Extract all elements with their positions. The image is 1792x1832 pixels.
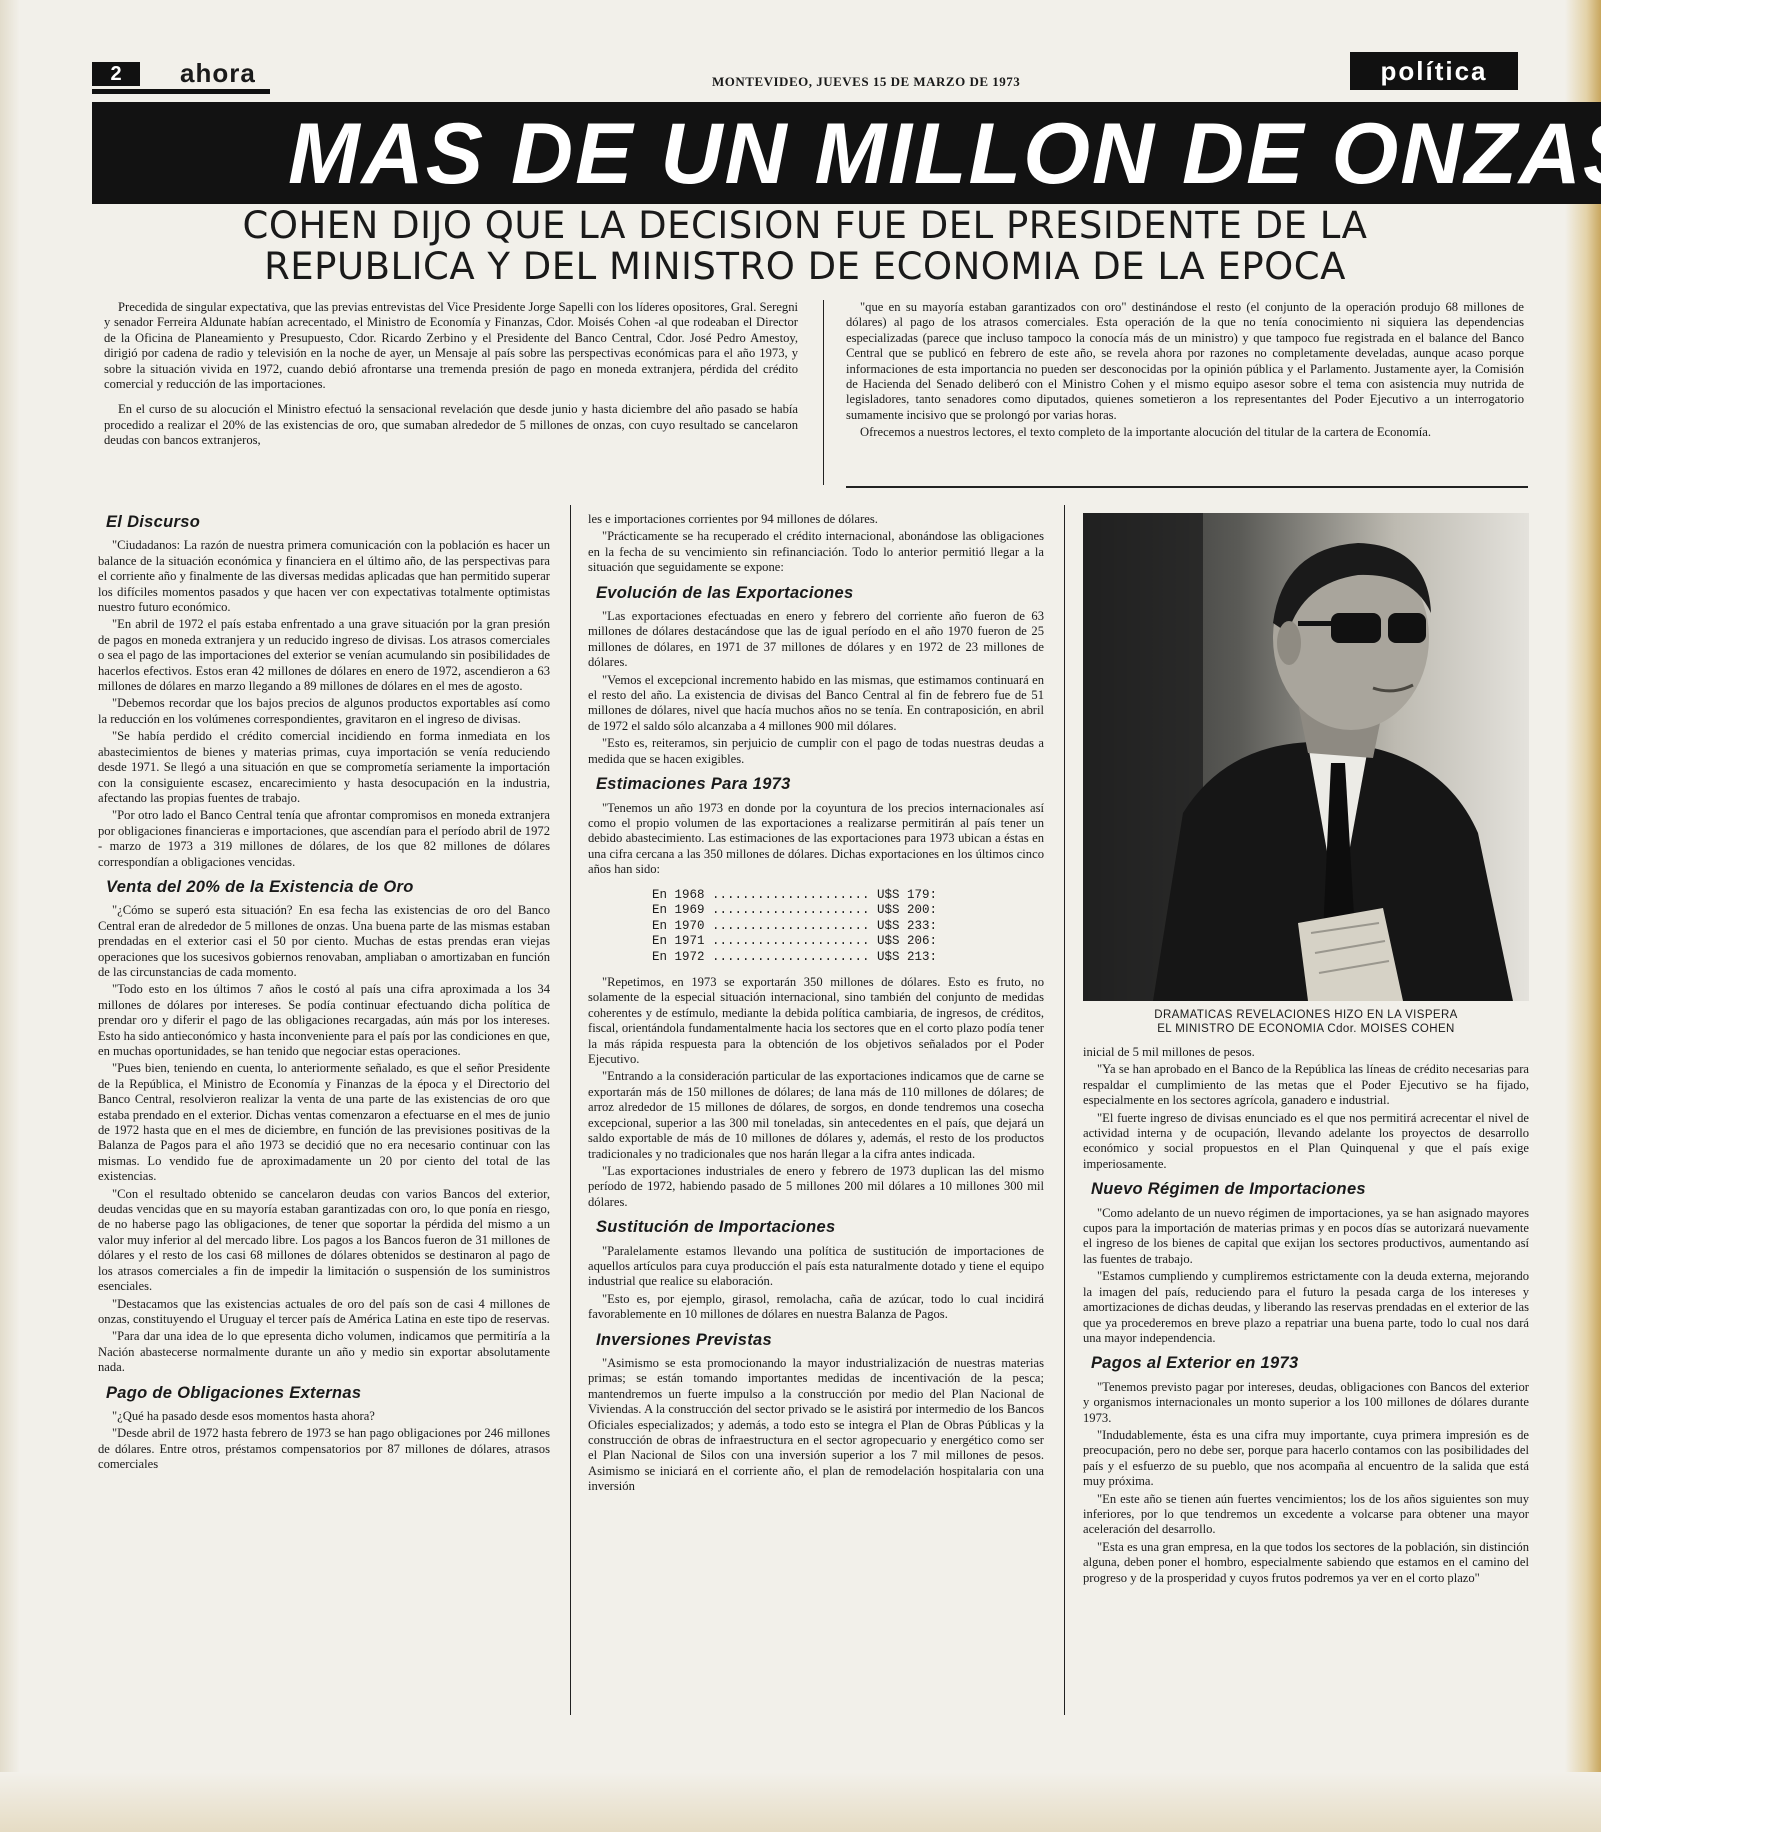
table-row: En 1969 ..................... U$S 200:: [652, 903, 938, 918]
intro-paragraph: En el curso de su alocución el Ministro efectuó la sensacional revelación que desde junio y hasta diciembre del año pasado se había procedido a realizar el 20% de las existencias de oro, que sumaban alrededor de 5 millones de onzas, con cuyo resultado se cancelaron deudas con bancos extranjeros,: [104, 402, 798, 448]
subheading-inversiones: Inversiones Previstas: [596, 1330, 772, 1349]
table-row: En 1970 ..................... U$S 233:: [652, 918, 938, 933]
portrait-illustration: [1083, 513, 1529, 1001]
subheading-nuevo-regimen: Nuevo Régimen de Importaciones: [1091, 1180, 1366, 1199]
intro-right: [846, 300, 1524, 443]
paragraph: "Ciudadanos: La razón de nuestra primera comunicación con la población es hacer un balance de la situación económica y financiera en el último año, de las perspectivas para el corriente año y finalmente de las diversas medidas aplicadas que han permitido superar los difíciles momentos pasados y que hacen ver con expectativas totalmente optimistas nuestro futuro económico.: [98, 538, 550, 615]
paragraph: "El fuerte ingreso de divisas enunciado es el que nos permitirá acrecentar el nivel de actividad interna y de ocupación, llevando adelante los proyectos de desarrollo económico y social propuestos en el Plan Quinquenal y que el país exige imperiosamente.: [1083, 1110, 1529, 1171]
paper-edge-bottom: [0, 1772, 1601, 1832]
paragraph: "Se había perdido el crédito comercial incidiendo en forma inmediata en los abastecimientos de bienes y materias primas, cuya importación se venía reduciendo desde 1971. Se llegó a una situación en que se comprometía seriamente la importación con la consiguiente escasez, encarecimiento y hasta desocupación en la industria, afectando las propias fuentes de trabajo.: [98, 729, 550, 805]
dateline: MONTEVIDEO, JUEVES 15 DE MARZO DE 1973: [712, 74, 1021, 89]
paragraph: "Esta es una gran empresa, en la que todos los sectores de la población, sin distinción alguna, deben poner el hombro, especialmente sabiendo que estamos en el camino del progreso y de la prosperidad y cuyos frutos podremos ya ver en el corto plazo": [1083, 1539, 1529, 1585]
column-2: [588, 512, 1044, 1497]
intro-left: [104, 300, 798, 451]
paragraph: "Vemos el excepcional incremento habido en las mismas, que estimamos continuará en el resto del año. La existencia de divisas del Banco Central al fin de febrero fue de 51 millones de dólares, nivel que hacía muchos años no se tenía. En contraposición, en abril de 1972 el saldo sólo alcanzaba a 4 millones 900 mil dólares.: [588, 672, 1044, 733]
photo-caption: [1083, 1008, 1529, 1036]
subheading-estimaciones: Estimaciones Para 1973: [596, 775, 791, 794]
headline: MAS DE UN MILLON DE ONZAS DE: [288, 106, 1792, 202]
intro-rule: [846, 486, 1528, 488]
section-label-left: ahora: [180, 58, 256, 88]
paragraph: "Debemos recordar que los bajos precios de algunos productos exportables así como la reducción en los volúmenes correspondientes, gravitaron en el ingreso de divisas.: [98, 696, 550, 726]
paragraph: "Entrando a la consideración particular de las exportaciones indicamos que de carne se exportarán más de 150 millones de dólares; de lana más de 110 millones de dólares; de arroz alrededor de 15 millones de dólares, de sorgos, en donde tendremos una cosecha excepcional, superior a las 300 mil toneladas, sin antecedentes en el país, que dejará un saldo exportable de más de 10 millones de dólares y, además, el resto de los productos tradicionales y no tradicionales que nos harán llegar a la cifra antes indicada.: [588, 1069, 1044, 1161]
portrait-photo: [1083, 513, 1529, 1001]
paragraph: "Prácticamente se ha recuperado el crédito internacional, abonándose las obligaciones en la fecha de su vencimiento sin refinanciación. Todo lo anterior permitió llegar a la situación que seguidamente se expone:: [588, 529, 1044, 575]
paragraph: "Todo esto en los últimos 7 años le costó al país una cifra aproximada a los 34 millones de dólares por intereses. Se podía continuar efectuando dicha política de prendar oro y diferir el pago de las obligaciones recargadas, aún más por los intereses. Esto ha sido antieconómico y hasta inconveniente para el país por las condiciones en que, en muchas oportunidades, se han tenido que negociar estas operaciones.: [98, 982, 550, 1058]
subheading-venta: Venta del 20% de la Existencia de Oro: [106, 877, 414, 896]
paragraph: "Asimismo se esta promocionando la mayor industrialización de nuestras materias primas; se están tomando importantes medidas de incentivación de la pesca; mantendremos un fuerte impulso a la construcción por medio del Plan Nacional de Viviendas. A la construcción del sector privado se le asistirá por intermedio de los Bancos Oficiales especializados; y además, a todo esto se integra el Plan de Obras Públicas y la construcción de obras de infraestructura en el sector agropecuario y energético como ser el Plan Nacional de Silos con una inversión superior a los 7 mil millones de pesos. Asimismo se iniciará en el corriente año, el plan de remodelación hospitalaria con una inversión: [588, 1355, 1044, 1494]
table-row: En 1968 ..................... U$S 179:: [652, 887, 938, 902]
paragraph: "Por otro lado el Banco Central tenía que afrontar compromisos en moneda extranjera por obligaciones financieras e importaciones, que ascendían para el período abril de 1972 - marzo de 1973 a 319 millones de dólares, de los que 82 millones de dólares correspondían a obligaciones vencidas.: [98, 808, 550, 869]
subheadline-line-1: COHEN DIJO QUE LA DECISION FUE DEL PRESIDENTE DE LA: [242, 204, 1368, 247]
paper-edge-right: [1565, 0, 1601, 1832]
paragraph: "Destacamos que las existencias actuales de oro del país son de casi 4 millones de onzas, constituyendo el Uruguay el tercer país de América Latina en este tipo de reservas.: [98, 1296, 550, 1326]
subheading-sustitucion: Sustitución de Importaciones: [596, 1218, 836, 1237]
subheading-pagos: Pagos al Exterior en 1973: [1091, 1354, 1299, 1373]
subheading-discurso: El Discurso: [106, 513, 201, 531]
paragraph: "Desde abril de 1972 hasta febrero de 1973 se han pago obligaciones por 246 millones de dólares. Entre otros, préstamos compensatorios por 87 millones de dólares, atrasos comerciales: [98, 1426, 550, 1472]
paragraph: "¿Cómo se superó esta situación? En esa fecha las existencias de oro del Banco Central eran de alrededor de 5 millones de onzas. Una buena parte de las mismas estaban prendadas en el exterior casi el 50 por ciento. Muchas de estas prendas eran viejas operaciones que los sucesivos gobiernos renovaban, ampliaban o amortizaban en función de las circunstancias de cada momento.: [98, 903, 550, 979]
paragraph: "Estamos cumpliendo y cumpliremos estrictamente con la deuda externa, mejorando la imagen del país, reduciendo para el futuro la pesada carga de los intereses y amortizaciones de dichas deudas, y liberando las reservas prendadas en el exterior de las que ya procederemos en breve plazo a repatriar una buena parte, todo lo cual nos dará una mayor independencia.: [1083, 1269, 1529, 1345]
intro-paragraph: Ofrecemos a nuestros lectores, el texto completo de la importante alocución del titular de la cartera de Economía.: [860, 425, 1432, 440]
paragraph: "¿Qué ha pasado desde esos momentos hasta ahora?: [112, 1408, 375, 1423]
paragraph: "Tenemos previsto pagar por intereses, deudas, obligaciones con Bancos del exterior y organismos internacionales un monto superior a los 100 millones de dólares durante 1973.: [1083, 1379, 1529, 1425]
paragraph: "Esto es, por ejemplo, girasol, remolacha, caña de azúcar, todo lo cual incidirá favorablemente en 10 millones de dólares en nuestra Balanza de Pagos.: [588, 1291, 1044, 1322]
section-label-right: política: [1350, 52, 1518, 90]
paragraph: "En este año se tienen aún fuertes vencimientos; los de los años siguientes son muy inferiores, por lo que tendremos un excedente a volcarse para obtener una mayor aceleración del desarrollo.: [1083, 1491, 1529, 1537]
page-number: 2: [92, 62, 140, 86]
column-divider: [1064, 505, 1065, 1715]
table-row: En 1972 ..................... U$S 213:: [652, 949, 938, 964]
table-row: En 1971 ..................... U$S 206:: [652, 934, 938, 949]
paragraph: "En abril de 1972 el país estaba enfrentado a una grave situación por la gran presión de pagos en moneda extranjera y un reducido ingreso de divisas. Los atrasos comerciales o sea el pago de las importaciones del exterior se venían acumulando sin posibilidades de hacerlos efectivos. Estos eran 42 millones de dólares en enero de 1972, ascendieron a 63 millones de dólares en marzo llegando a 89 millones de dólares en el mes de agosto.: [98, 617, 550, 694]
subheadline-line-2: REPUBLICA Y DEL MINISTRO DE ECONOMIA DE LA EPOCA: [264, 245, 1346, 288]
paragraph: "Con el resultado obtenido se cancelaron deudas con varios Bancos del exterior, deudas vencidas que en su mayoría estaban garantizadas con oro, lo que ponía en riesgo, de no haberse pago las obligaciones, de tener que soportar la pérdida del mismo a un valor muy inferior al del mercado libre. Los pagos a los Bancos fueron de 31 millones de dólares y el resto de los casi 68 millones de dólares obtenidos se destinaron al pago de los atrasos comerciales a fin de impedir la limitación o suspensión de los suministros esenciales.: [98, 1186, 550, 1294]
headline-banner: [92, 102, 1792, 204]
paragraph: les e importaciones corrientes por 94 millones de dólares.: [588, 512, 878, 526]
paragraph: "Para dar una idea de lo que epresenta dicho volumen, indicamos que permitiría a la Nación abastecerse normalmente durante un año y medio sin exportar absolutamente nada.: [98, 1329, 550, 1375]
paragraph: inicial de 5 mil millones de pesos.: [1083, 1045, 1255, 1059]
paragraph: "Repetimos, en 1973 se exportarán 350 millones de dólares. Esto es fruto, no solamente de la especial situación internacional, sino también del conjunto de medidas coherentes y de estímulo, mediante la debida política cambiaria, de ingresos, de créditos, fiscal, orientándola fundamentalmente hacia los sectores que en el corto plazo podía tener la más rápida respuesta para la obtención de los objetivos señalados por el Poder Ejecutivo.: [588, 975, 1044, 1067]
paragraph: "Pues bien, teniendo en cuenta, lo anteriormente señalado, es que el señor Presidente de la República, el Ministro de Economía y Finanzas de la época y el Directorio del Banco Central, resolvieron realizar la venta de una parte de las existencias de oro que estaba prendado en el exterior. Dichas ventas comenzaron a efectuarse en el mes de junio de 1972 hasta que en el mes de diciembre, en función de las previsiones positivas de la Balanza de Pagos para el año 1973 se decidió que no era necesario continuar con las mismas. Lo vendido fue de aproximadamente un 20 por ciento del total de las existencias.: [98, 1061, 550, 1184]
paragraph: "Paralelamente estamos llevando una política de sustitución de importaciones de aquellos artículos para cuya producción el país esta naturalmente dotado y tiene el equipo industrial que realice su elaboración.: [588, 1243, 1044, 1289]
photo-caption-line: EL MINISTRO DE ECONOMIA Cdor. MOISES COHEN: [1157, 1023, 1455, 1035]
paragraph: "Las exportaciones industriales de enero y febrero de 1973 duplican las del mismo período de 1972, habiendo pasado de 5 millones 200 mil dólares a 10 millones 300 mil dólares.: [588, 1163, 1044, 1209]
paragraph: "Tenemos un año 1973 en donde por la coyuntura de los precios internacionales así como el propio volumen de las exportaciones a realizarse permitirán al país tener un debido abastecimiento. Las estimaciones de las exportaciones para 1973 ubican a éstas en una cifra cercana a las 350 millones de dólares. Dichas exportaciones en los últimos cinco años han sido:: [588, 800, 1044, 877]
paragraph: "Como adelanto de un nuevo régimen de importaciones, ya se han asignado mayores cupos para la importación de materias primas y en pocos días se autorizará nuevamente el ingreso de los bienes de capital que exijan los sectores productivos, aumentando así las fuentes de trabajo.: [1083, 1205, 1529, 1266]
photo-caption-line: DRAMATICAS REVELACIONES HIZO EN LA VISPERA: [1154, 1009, 1458, 1021]
paragraph: "Indudablemente, ésta es una cifra muy importante, cuya primera impresión es de preocupación, pero no debe ser, porque para hacerlo contamos con las posibilidades del país y el esfuerzo de su pueblo, que nos acompaña al encuentro de la salida que está muy próxima.: [1083, 1427, 1529, 1489]
column-1: [98, 505, 550, 1475]
paragraph: "Esto es, reiteramos, sin perjuicio de cumplir con el pago de todas nuestras deudas a medida que se hacen exigibles.: [588, 736, 1044, 766]
subheading-evolucion: Evolución de las Exportaciones: [596, 583, 854, 602]
intro-paragraph: Precedida de singular expectativa, que las previas entrevistas del Vice Presidente Jorge Sapelli con los líderes opositores, Gral. Seregni y senador Ferreira Aldunate habían acrecentado, el Ministro de Economía y Finanzas, Cdor. Moisés Cohen -al que rodeaban el Director de la Oficina de Planeamiento y Presupuesto, Cdor. Ricardo Zerbino y el Presidente del Banco Central, Cdor. José Pedro Amestoy, dirigió por cadena de radio y televisión en la noche de ayer, un Mensaje al país sobre las perspectivas económicas para el año 1973, y sobre la situación vivida en 1972, cuando debió afrontarse una tremenda presión de pago en moneda extranjera, pérdida del crédito comercial y reducción de las importaciones.: [104, 300, 798, 392]
intro-divider: [823, 300, 824, 485]
intro-paragraph: "que en su mayoría estaban garantizados con oro" destinándose el resto (el conjunto de la operación produjo 68 millones de dólares) al pago de los atrasos comerciales. Esta operación de la que no tenía conocimiento ni siquiera las dependencias especializadas (parece que incluso tampoco la conocía más de un ministro) y que tampoco fue registrada en el balance del Banco Central que se publicó en febrero de este año, se revela ahora por razones no completamente develadas, aunque acaso porque informaciones de esta importancia no pueden ser desconocidas por la opinión pública y el Parlamento. Justamente ayer, la Comisión de Hacienda del Senado deliberó con el Ministro Cohen y el mismo equipo asesor sobre el tema con asistencia muy nutrida de legisladores, tanto senadores como diputados, quienes sometieron a los representantes del Poder Ejecutivo a un interrogatorio sumamente incisivo que se prolongó por varias horas.: [846, 300, 1524, 422]
column-3: [1083, 1045, 1529, 1588]
paper-edge-left: [0, 0, 20, 1832]
paragraph: "Las exportaciones efectuadas en enero y febrero del corriente año fueron de 63 millones de dólares destacándose que las de igual período en el año 1970 fueron de 25 millones de dólares, en 1971 de 37 millones de dólares y en 1972 de 23 millones de dólares.: [588, 609, 1044, 670]
exports-table: [652, 888, 1044, 966]
header-rule: [92, 89, 270, 94]
subheading-pago: Pago de Obligaciones Externas: [106, 1383, 362, 1402]
paragraph: "Ya se han aprobado en el Banco de la República las líneas de crédito necesarias para respaldar el cumplimiento de las metas que el Poder Ejecutivo se ha fijado, especialmente en los sectores agrícola, ganadero e industrial.: [1083, 1062, 1529, 1108]
column-divider: [570, 505, 571, 1715]
